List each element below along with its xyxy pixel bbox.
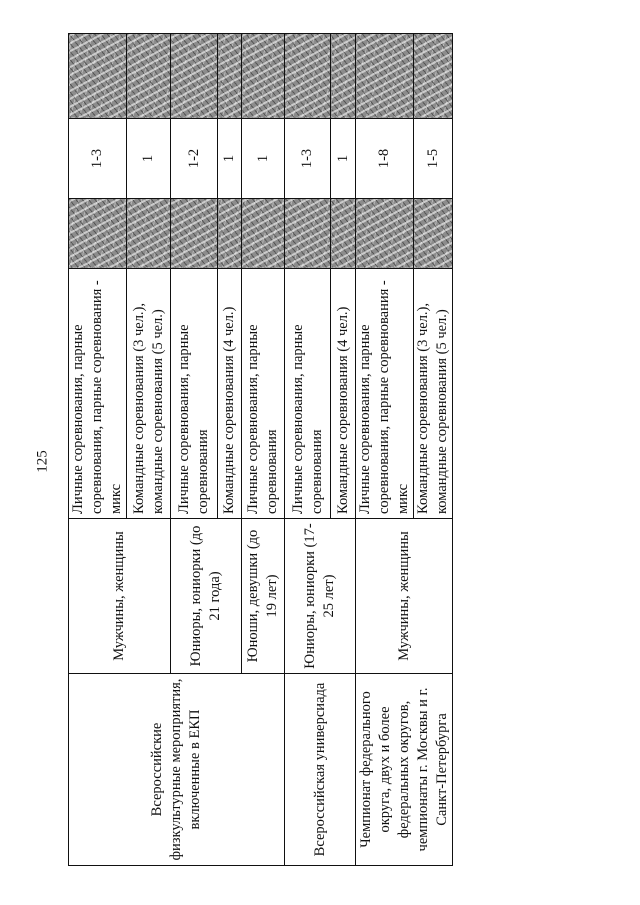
discipline-cell: Личные соревнования, парные соревнования — [242, 269, 285, 519]
shaded-cell — [69, 199, 127, 269]
ranking-table — [68, 33, 453, 866]
shaded-cell — [242, 199, 285, 269]
shaded-cell — [242, 34, 285, 119]
places-cell: 1 — [127, 119, 171, 199]
age-group-cell: Юниоры, юниорки (до 21 года) — [171, 519, 242, 674]
places-cell: 1-3 — [69, 119, 127, 199]
places-cell: 1-3 — [285, 119, 331, 199]
age-group-cell: Юноши, девушки (до 19 лет) — [242, 519, 285, 674]
shaded-cell — [171, 34, 218, 119]
places-cell: 1-2 — [171, 119, 218, 199]
shaded-cell — [285, 34, 331, 119]
rotated-table-container — [68, 34, 450, 866]
places-cell: 1-8 — [356, 119, 414, 199]
discipline-cell: Личные соревнования, парные соревнования — [285, 269, 331, 519]
page-number: 125 — [34, 450, 51, 473]
shaded-cell — [356, 199, 414, 269]
shaded-cell — [218, 199, 242, 269]
event-name-cell: Всероссийская универсиада — [285, 674, 356, 866]
shaded-cell — [69, 34, 127, 119]
shaded-cell — [127, 199, 171, 269]
table-row — [356, 34, 414, 866]
age-group-cell: Мужчины, женщины — [356, 519, 453, 674]
shaded-cell — [356, 34, 414, 119]
shaded-cell — [331, 199, 356, 269]
table-row — [285, 34, 331, 866]
event-name-cell: Чемпионат федерального округа, двух и более федеральных округов, чемпионаты г. Москвы и г. Санкт-Петербурга — [356, 674, 453, 866]
age-group-cell: Мужчины, женщины — [69, 519, 171, 674]
shaded-cell — [331, 34, 356, 119]
discipline-cell: Командные соревнования (3 чел.), командные соревнования (5 чел.) — [414, 269, 453, 519]
discipline-cell: Личные соревнования, парные соревнования, парные соревнования - микс — [356, 269, 414, 519]
discipline-cell: Личные соревнования, парные соревнования, парные соревнования - микс — [69, 269, 127, 519]
shaded-cell — [285, 199, 331, 269]
age-group-cell: Юниоры, юниорки (17-25 лет) — [285, 519, 356, 674]
discipline-cell: Командные соревнования (4 чел.) — [331, 269, 356, 519]
places-cell: 1 — [331, 119, 356, 199]
shaded-cell — [171, 199, 218, 269]
table-row — [69, 34, 127, 866]
discipline-cell: Командные соревнования (3 чел.), командные соревнования (5 чел.) — [127, 269, 171, 519]
discipline-cell: Командные соревнования (4 чел.) — [218, 269, 242, 519]
shaded-cell — [414, 34, 453, 119]
discipline-cell: Личные соревнования, парные соревнования — [171, 269, 218, 519]
places-cell: 1 — [218, 119, 242, 199]
places-cell: 1 — [242, 119, 285, 199]
shaded-cell — [414, 199, 453, 269]
event-name-cell: Всероссийские физкультурные мероприятия, включенные в ЕКП — [69, 674, 285, 866]
places-cell: 1-5 — [414, 119, 453, 199]
shaded-cell — [218, 34, 242, 119]
shaded-cell — [127, 34, 171, 119]
